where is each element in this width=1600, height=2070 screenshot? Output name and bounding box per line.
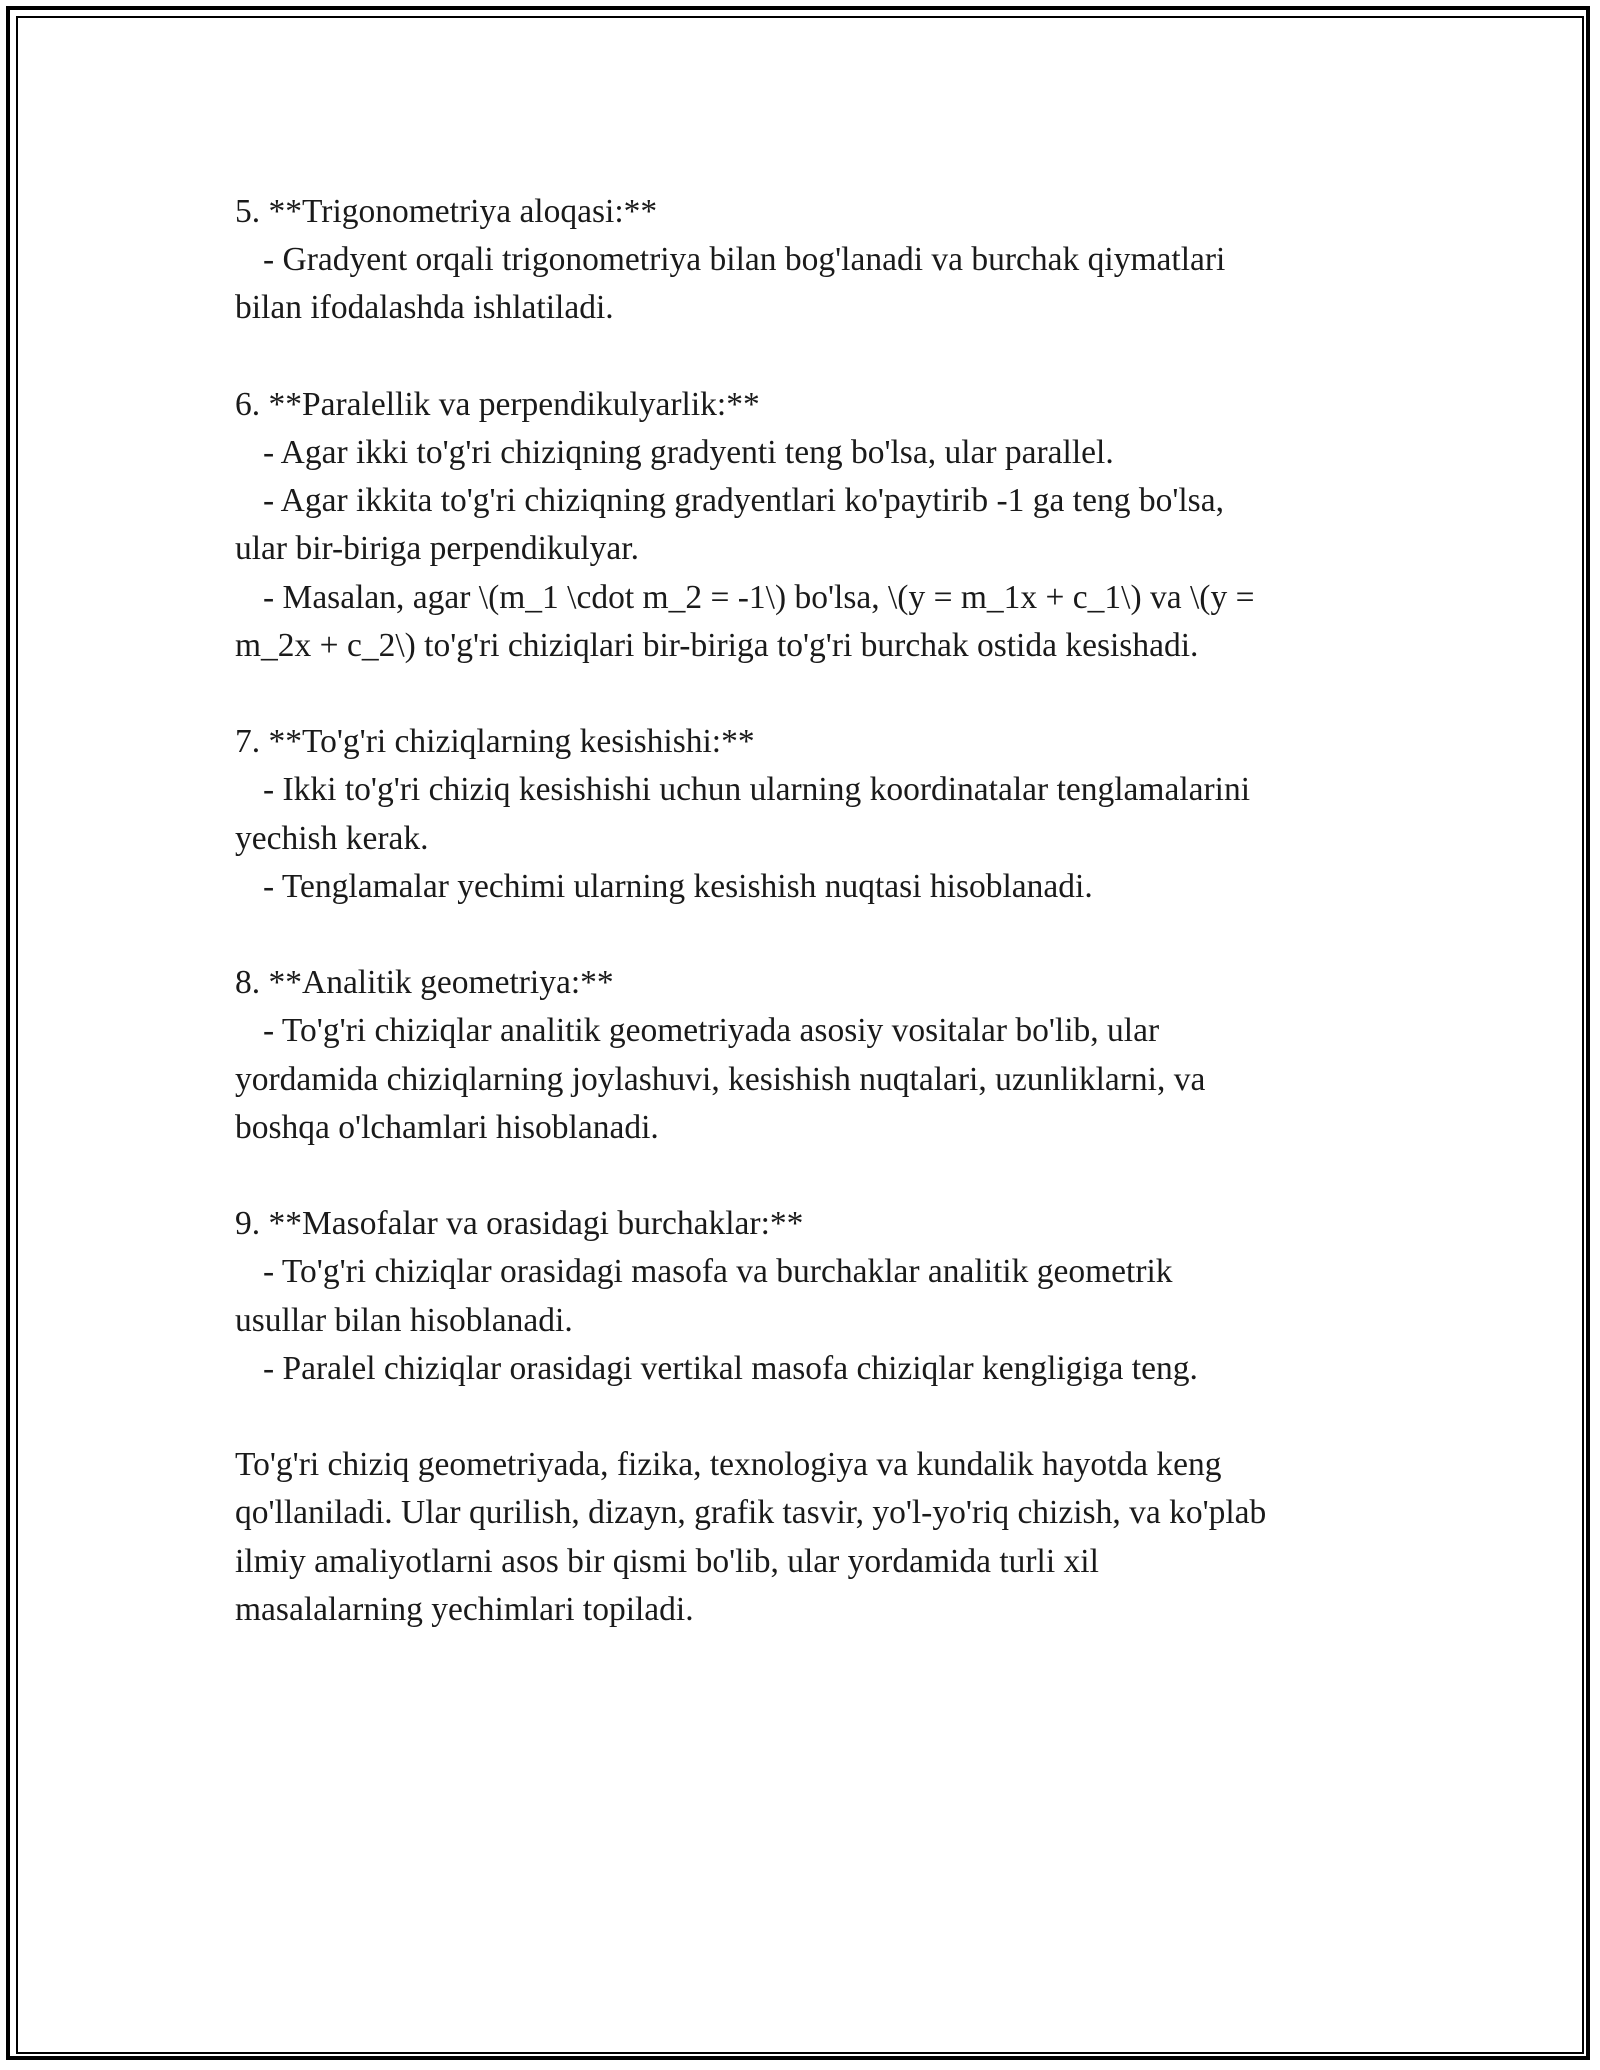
- text-line: yordamida chiziqlarning joylashuvi, kesishish nuqtalari, uzunliklarni, va: [235, 1060, 1206, 1098]
- text-line: bilan ifodalashda ishlatiladi.: [235, 289, 614, 327]
- text-line: ular bir-biriga perpendikulyar.: [235, 530, 639, 568]
- section-analitik-geometriya: [235, 959, 1375, 1152]
- section-heading: 6. **Paralellik va perpendikulyarlik:**: [235, 385, 760, 423]
- bullet-line: - Agar ikkita to'g'ri chiziqning gradyentlari ko'paytirib -1 ga teng bo'lsa,: [263, 482, 1224, 520]
- document-body: [235, 188, 1375, 1682]
- text-line: boshqa o'lchamlari hisoblanadi.: [235, 1108, 659, 1146]
- section-kesishishi: [235, 718, 1375, 911]
- section-heading: 9. **Masofalar va orasidagi burchaklar:**: [235, 1205, 804, 1243]
- bullet-line: - Ikki to'g'ri chiziq kesishishi uchun ularning koordinatalar tenglamalarini: [263, 771, 1251, 809]
- bullet-line: - To'g'ri chiziqlar orasidagi masofa va burchaklar analitik geometrik: [263, 1253, 1173, 1291]
- section-heading: 8. **Analitik geometriya:**: [235, 964, 614, 1002]
- text-line: qo'llaniladi. Ular qurilish, dizayn, grafik tasvir, yo'l-yo'riq chizish, va ko'plab: [235, 1494, 1267, 1532]
- conclusion-paragraph: [235, 1441, 1375, 1634]
- section-heading: 7. **To'g'ri chiziqlarning kesishishi:**: [235, 723, 755, 761]
- bullet-line: - To'g'ri chiziqlar analitik geometriyada asosiy vositalar bo'lib, ular: [263, 1012, 1160, 1050]
- text-line: yechish kerak.: [235, 819, 429, 857]
- section-masofalar: [235, 1200, 1375, 1393]
- bullet-line: - Masalan, agar \(m_1 \cdot m_2 = -1\) bo'lsa, \(y = m_1x + c_1\) va \(y =: [263, 578, 1255, 616]
- text-line: usullar bilan hisoblanadi.: [235, 1301, 573, 1339]
- section-trigonometriya: [235, 188, 1375, 333]
- text-line: masalalarning yechimlari topiladi.: [235, 1590, 694, 1628]
- bullet-line: - Tenglamalar yechimi ularning kesishish nuqtasi hisoblanadi.: [263, 867, 1093, 905]
- text-line: m_2x + c_2\) to'g'ri chiziqlari bir-biriga to'g'ri burchak ostida kesishadi.: [235, 626, 1199, 664]
- section-heading: 5. **Trigonometriya aloqasi:**: [235, 193, 658, 230]
- bullet-line: - Agar ikki to'g'ri chiziqning gradyenti teng bo'lsa, ular parallel.: [263, 434, 1114, 471]
- bullet-line: - Paralel chiziqlar orasidagi vertikal masofa chiziqlar kengligiga teng.: [263, 1349, 1198, 1387]
- text-line: ilmiy amaliyotlarni asos bir qismi bo'lib, ular yordamida turli xil: [235, 1542, 1099, 1580]
- section-paralellik: [235, 381, 1375, 670]
- text-line: To'g'ri chiziq geometriyada, fizika, texnologiya va kundalik hayotda keng: [235, 1446, 1222, 1484]
- bullet-line: - Gradyent orqali trigonometriya bilan bog'lanadi va burchak qiymatlari: [263, 241, 1226, 279]
